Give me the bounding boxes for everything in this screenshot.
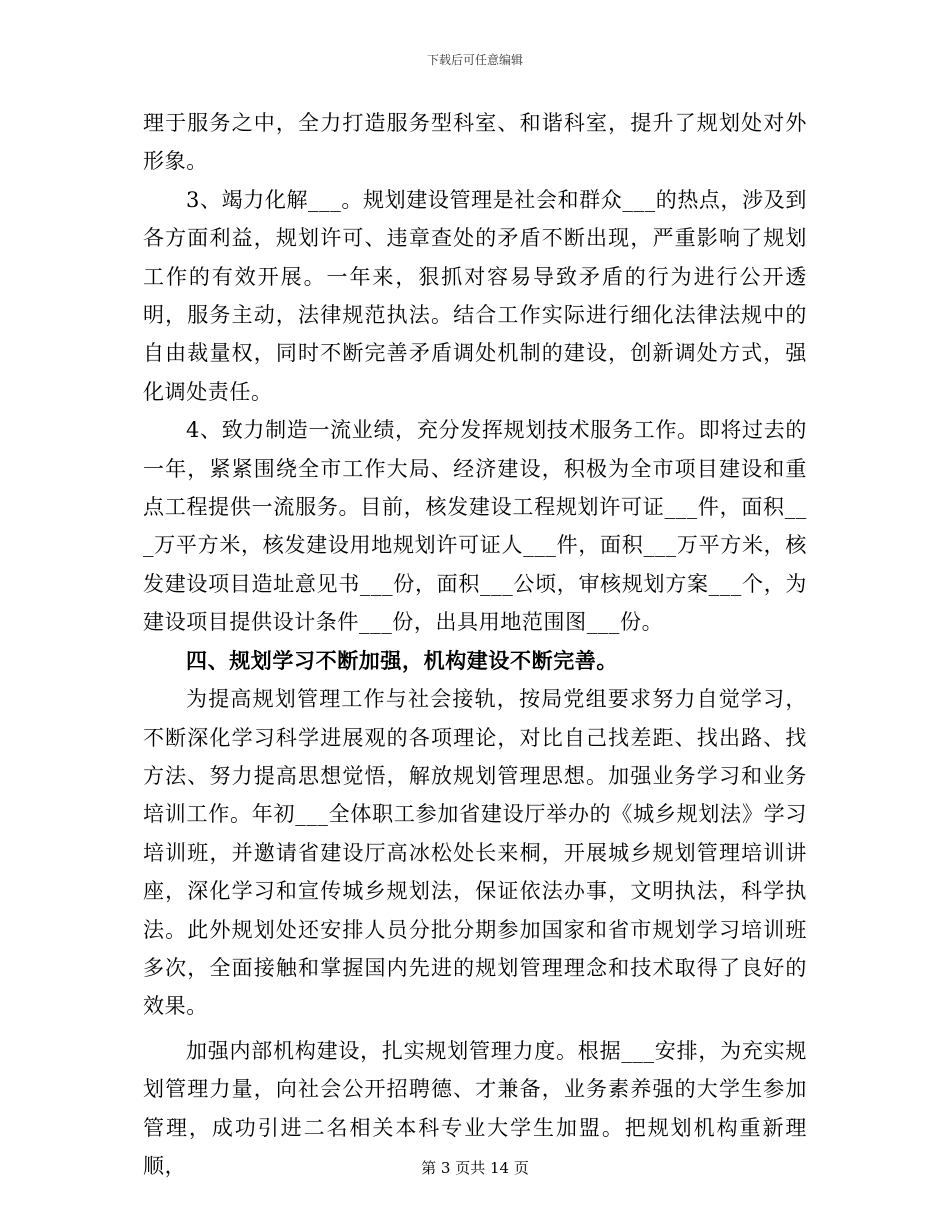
document-body (143, 104, 807, 1185)
page-number: 第 3 页共 14 页 (421, 1159, 529, 1177)
section-heading-4: 四、规划学习不断加强，机构建设不断完善。 (186, 647, 618, 673)
paragraph-item-4: 4、致力制造一流业绩，充分发挥规划技术服务工作。即将过去的一年，紧紧围绕全市工作大局、经济建设，积极为全市项目建设和重点工程提供一流服务。目前，核发建设工程规划许可证___件，面积___万平方米，核发建设用地规划许可证人___件，面积___万平方米，核发建设项目造址意见书___份，面积___公顷，审核规划方案___个，为建设项目提供设计条件___份，出具用地范围图___份。 (143, 418, 807, 635)
paragraph-continuation: 理于服务之中，全力打造服务型科室、和谐科室，提升了规划处对外形象。 (143, 111, 807, 174)
paragraph-organization: 加强内部机构建设，扎实规划管理力度。根据___安排，为充实规划管理力量，向社会公开招聘德、才兼备，业务素养强的大学生参加管理，成功引进二名相关本科专业大学生加盟。把规划机构重新理顺， (143, 1038, 807, 1178)
paragraph-item-3: 3、竭力化解___。规划建设管理是社会和群众___的热点，涉及到各方面利益，规划许可、违章查处的矛盾不断出现，严重影响了规划工作的有效开展。一年来，狠抓对容易导致矛盾的行为进行公开透明，服务主动，法律规范执法。结合工作实际进行细化法律法规中的自由裁量权，同时不断完善矛盾调处机制的建设，创新调处方式，强化调处责任。 (143, 187, 807, 404)
paragraph-study: 为提高规划管理工作与社会接轨，按局党组要求努力自觉学习，不断深化学习科学进展观的各项理论，对比自己找差距、找出路、找方法、努力提高思想觉悟，解放规划管理思想。加强业务学习和业务培训工作。年初___全体职工参加省建设厅举办的《城乡规划法》学习培训班，并邀请省建设厅高冰松处长来桐，开展城乡规划管理培训讲座，深化学习和宣传城乡规划法，保证依法办事，文明执法，科学执法。此外规划处还安排人员分批分期参加国家和省市规划学习培训班多次，全面接触和掌握国内先进的规划管理理念和技术取得了良好的效果。 (143, 687, 807, 1019)
page-header: 下载后可任意编辑 (426, 53, 523, 67)
